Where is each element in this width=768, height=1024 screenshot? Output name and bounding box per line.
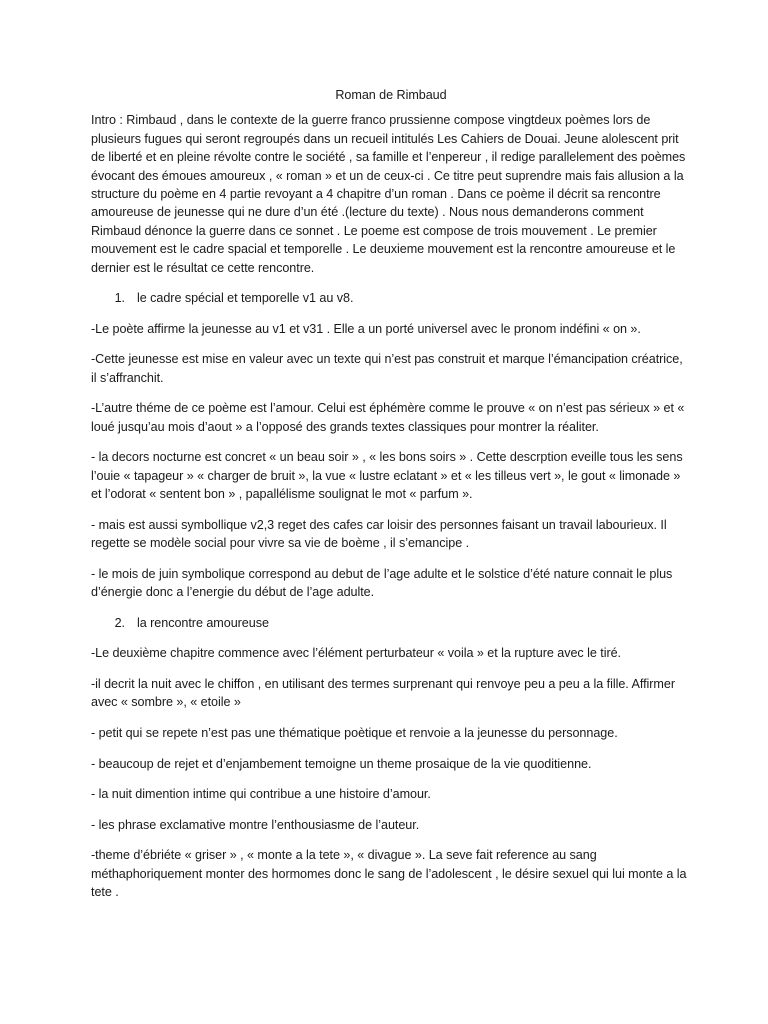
section-heading-text: le cadre spécial et temporelle v1 au v8. bbox=[137, 291, 354, 306]
section-heading-text: la rencontre amoureuse bbox=[137, 615, 269, 630]
paragraph: -Le deuxième chapitre commence avec l’élément perturbateur « voila » et la rupture avec le tiré. bbox=[91, 646, 622, 661]
intro-paragraph: Intro : Rimbaud , dans le contexte de la guerre franco prussienne compose vingtdeux poèmes lors de plusieurs fugues qui seront regroupés dans un recueil intitulés Les Cahiers de Douai. Jeune alolescent prit de liberté et en pleine révolte contre le société , sa famille et l’enpereur , il redige parallelement des poèmes évocant des émoues amoureux , « roman » et un de ceux-ci . Ce titre peut suprendre mais fais allusion a la structure du poème en 4 partie revoyant a 4 chapitre d’un roman . Dans ce poème il décrit sa rencontre amoureuse de jeunesse qui ne dure d’un été .(lecture du texte) . Nous nous demanderons comment Rimbaud dénonce la guerre dans ce sonnet . Le poeme est compose de trois mouvement . Le premier mouvement est le cadre spacial et temporelle . Le deuxieme mouvement est la rencontre amoureuse et le dernier est le résultat ce cette rencontre. bbox=[91, 113, 686, 275]
paragraph: -il decrit la nuit avec le chiffon , en utilisant des termes surprenant qui renvoye peu a peu a la fille. Affirmer avec « sombre », « etoile » bbox=[91, 677, 675, 710]
section-number: 2. bbox=[114, 615, 125, 630]
section-heading-1 bbox=[91, 289, 691, 307]
paragraph: - la decors nocturne est concret « un beau soir » , « les bons soirs » . Cette descrption eveille tous les sens l’ouie « tapageur » « charger de bruit », la vue « lustre eclatant » et « les tilleus vert », le gout « limonade » et l’odorat « sentent bon » , papallélisme soulignat le mot « parfum ». bbox=[91, 450, 683, 502]
paragraph: - le mois de juin symbolique correspond au debut de l’age adulte et le solstice d’été nature connait le plus d’énergie donc a l’energie du début de l’age adulte. bbox=[91, 566, 673, 600]
paragraph: - beaucoup de rejet et d’enjambement temoigne un theme prosaique de la vie quoditienne. bbox=[91, 756, 592, 771]
document-title: Roman de Rimbaud bbox=[335, 88, 447, 102]
paragraph: - la nuit dimention intime qui contribue a une histoire d’amour. bbox=[91, 787, 431, 802]
paragraph: -L’autre théme de ce poème est l’amour. Celui est éphémère comme le prouve « on n’est pas sérieux » et « loué jusqu’au mois d’aout » a l’opposé des grands textes classiques pour montrer la réaliter. bbox=[91, 401, 685, 434]
paragraph: -Cette jeunesse est mise en valeur avec un texte qui n’est pas construit et marque l’émancipation créatrice, il s’affranchit. bbox=[91, 352, 683, 385]
section-heading-2 bbox=[91, 614, 691, 632]
paragraph: - les phrase exclamative montre l’enthousiasme de l’auteur. bbox=[91, 817, 420, 832]
paragraph: -theme d’ébriéte « griser » , « monte a la tete », « divague ». La seve fait reference au sang méthaphoriquement monter des hormomes donc le sang de l’adolescent , le désire sexuel qui lui monte a la tete . bbox=[91, 848, 687, 900]
document-body bbox=[91, 86, 691, 914]
paragraph: -Le poète affirme la jeunesse au v1 et v31 . Elle a un porté universel avec le pronom indéfini « on ». bbox=[91, 321, 641, 336]
paragraph: - petit qui se repete n’est pas une thématique poètique et renvoie a la jeunesse du personnage. bbox=[91, 726, 618, 741]
section-number: 1. bbox=[114, 291, 125, 306]
paragraph: - mais est aussi symbollique v2,3 reget des cafes car loisir des personnes faisant un travail labourieux. Il regette se modèle social pour vivre sa vie de boème , il s’emancipe . bbox=[91, 517, 667, 551]
